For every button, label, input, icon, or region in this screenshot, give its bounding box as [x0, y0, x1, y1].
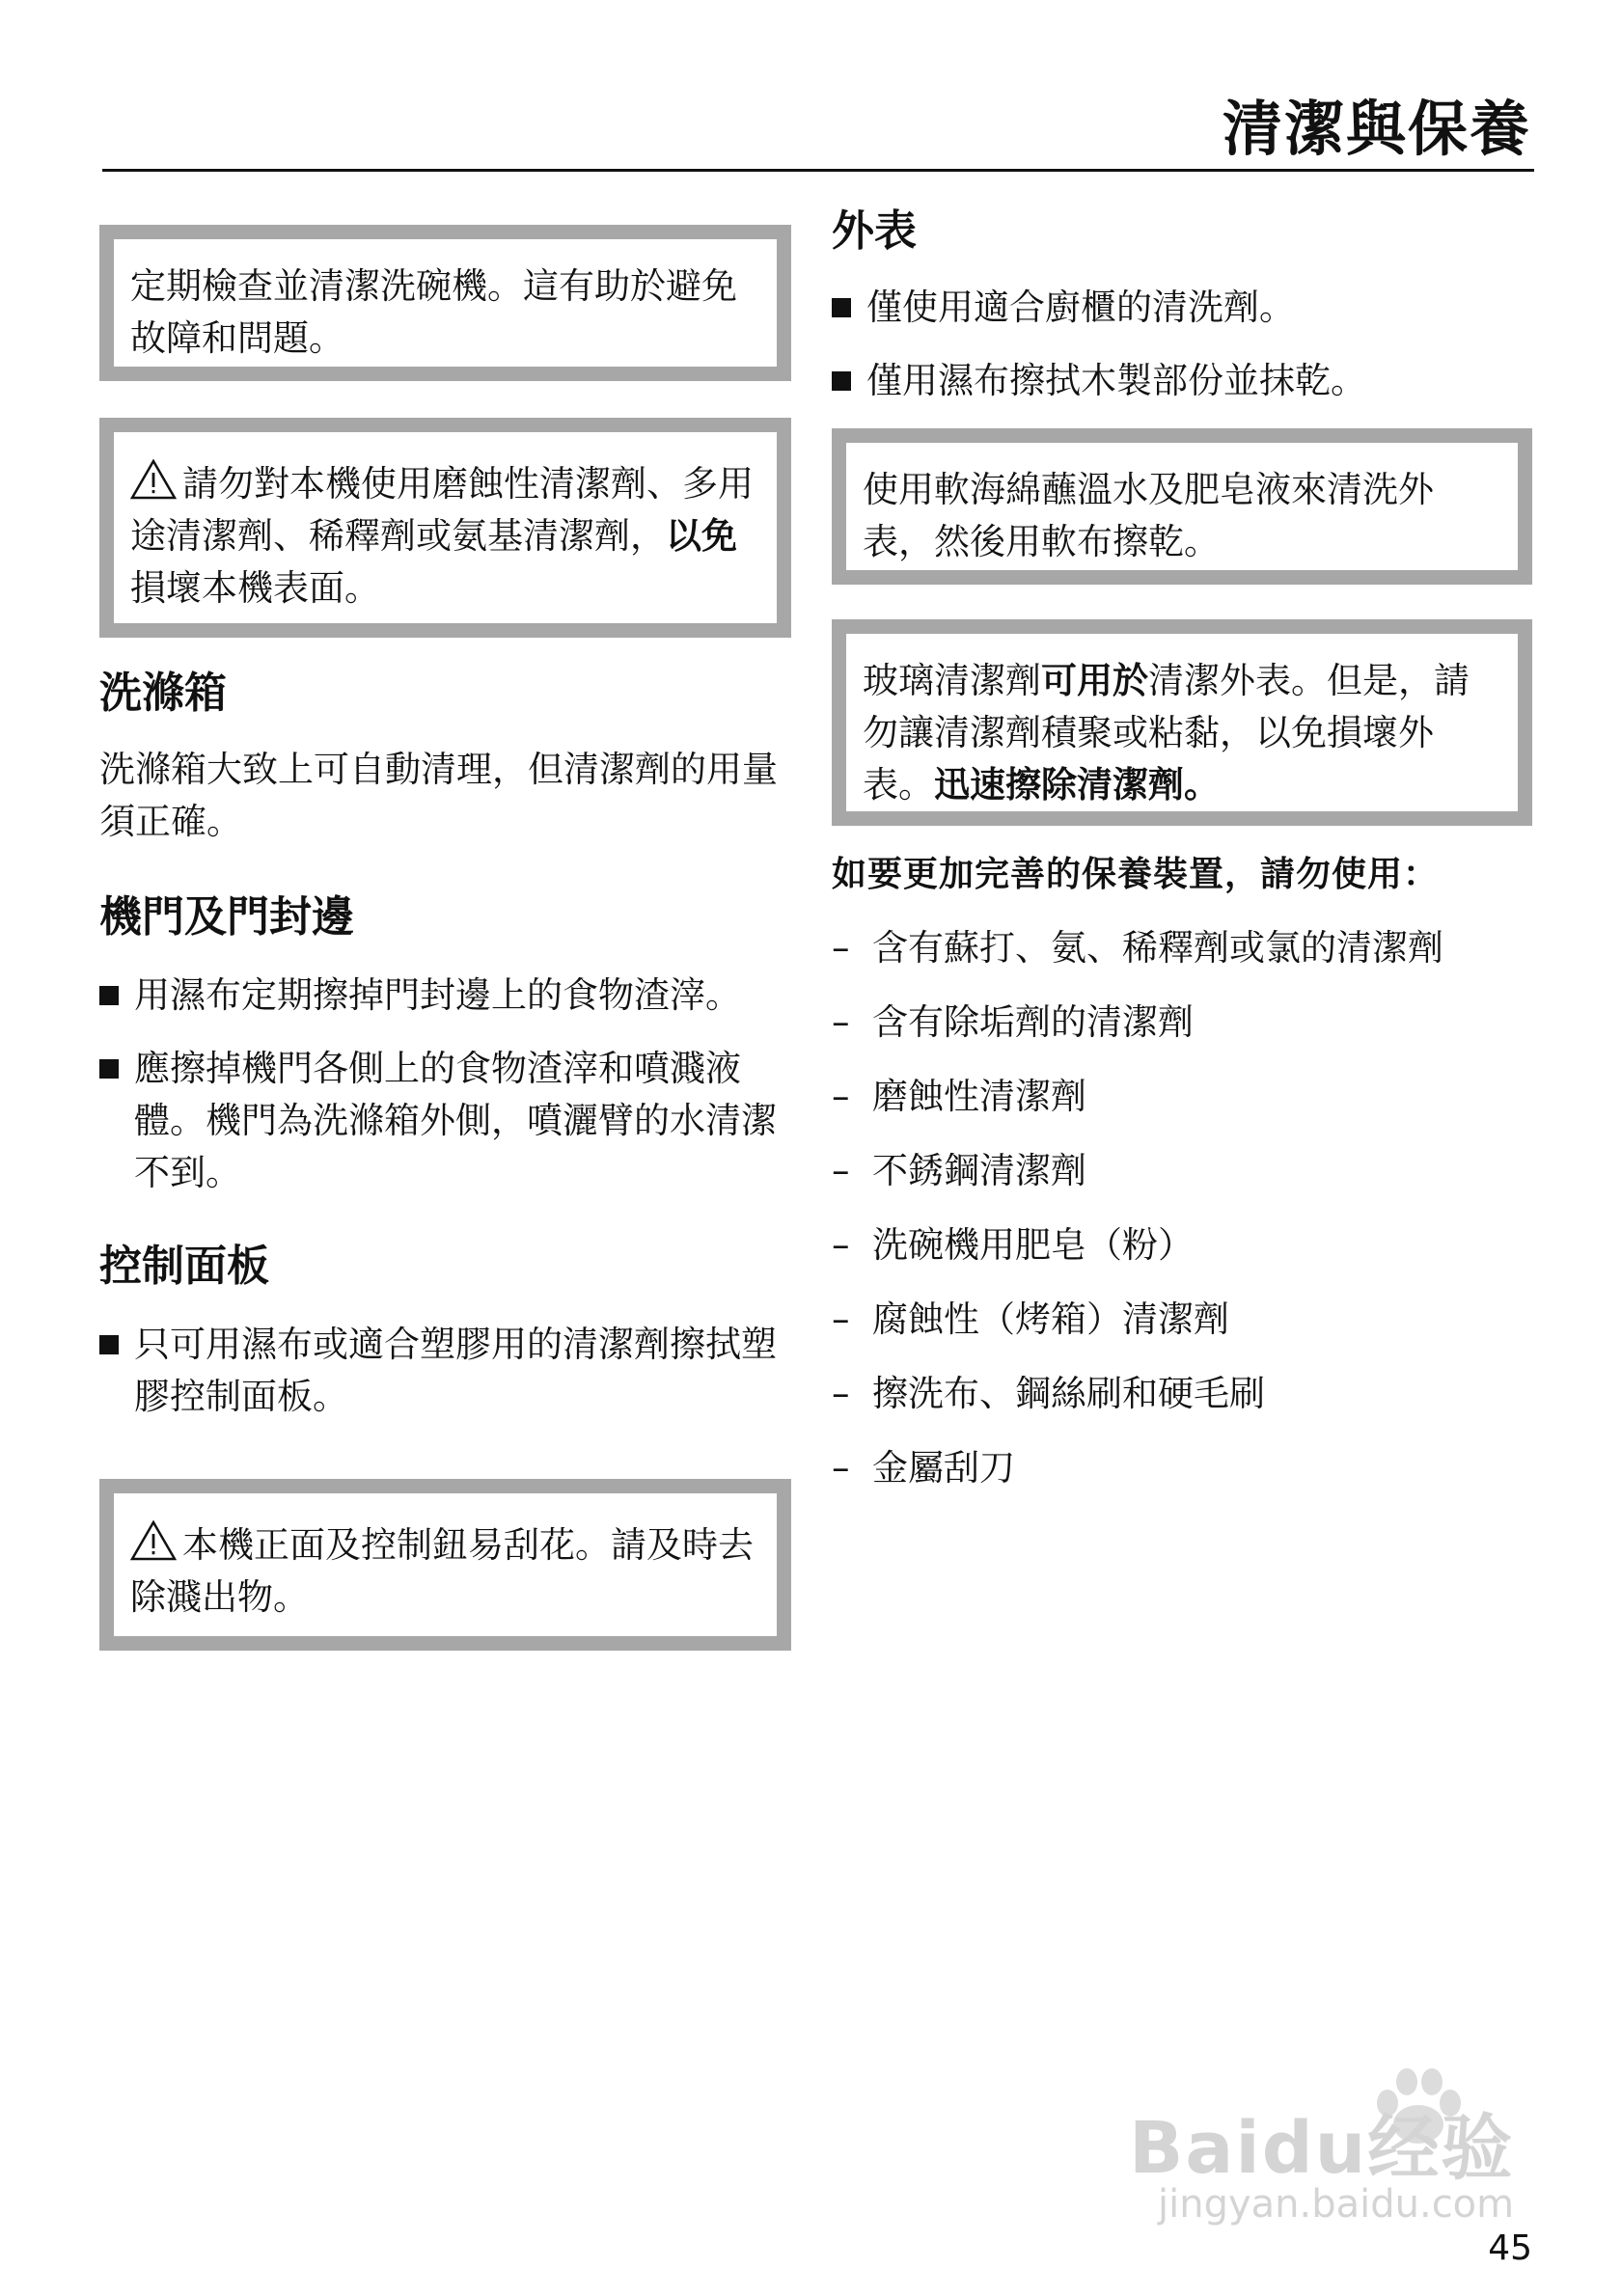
info-box-sponge [832, 428, 1532, 585]
left-column [99, 225, 791, 1651]
glass-text-bold: 可用於 [1041, 660, 1148, 701]
list-item-text: 僅使用適合廚櫃的清洗劑。 [866, 287, 1295, 328]
list-item-text: 洗碗機用肥皂（粉） [872, 1224, 1194, 1266]
list-item [99, 970, 791, 1022]
dash-bullet-icon: – [832, 927, 850, 969]
dash-bullet-icon: – [832, 1076, 850, 1117]
list-item-text: 金屬刮刀 [872, 1447, 1015, 1489]
list-item-text: 用濕布定期擦掉門封邊上的食物渣滓。 [134, 974, 741, 1016]
page-number: 45 [1488, 2228, 1532, 2268]
glass-text-bold-end: 迅速擦除清潔劑。 [934, 764, 1220, 806]
list-item [832, 1442, 1532, 1494]
dash-bullet-icon: – [832, 1447, 850, 1489]
list-item [832, 922, 1532, 974]
list-item-text: 磨蝕性清潔劑 [872, 1076, 1086, 1117]
title-rule [102, 169, 1534, 172]
heading-exterior: 外表 [832, 206, 917, 256]
list-item [99, 1043, 791, 1199]
watermark-text: Baidu经验 [1129, 2107, 1515, 2190]
list-item [832, 1071, 1532, 1123]
info-box-glass-cleaner [832, 619, 1532, 826]
list-item-text: 擦洗布、鋼絲刷和硬毛刷 [872, 1373, 1265, 1414]
do-not-use-list [832, 922, 1532, 1494]
dash-bullet-icon: – [832, 1298, 850, 1340]
do-not-use-heading: 如要更加完善的保養裝置，請勿使用： [832, 855, 1440, 894]
square-bullet-icon [832, 355, 866, 407]
list-item-text: 含有除垢劑的清潔劑 [872, 1001, 1194, 1043]
square-bullet-icon [99, 1319, 134, 1423]
warning-triangle-icon [130, 1520, 177, 1561]
list-item [832, 355, 1532, 407]
heading-door-seal: 機門及門封邊 [99, 892, 354, 942]
wash-cabinet-paragraph: 洗滌箱大致上可自動清理，但清潔劑的用量須正確。 [99, 749, 778, 842]
list-item-text: 只可用濕布或適合塑膠用的清潔劑擦拭塑膠控制面板。 [134, 1324, 777, 1417]
list-item-text: 腐蝕性（烤箱）清潔劑 [872, 1298, 1229, 1340]
warning-box-scratch [99, 1479, 791, 1651]
watermark-url: jingyan.baidu.com [1158, 2182, 1515, 2227]
glass-text-pre: 玻璃清潔劑 [863, 660, 1041, 701]
list-item-text: 含有蘇打、氨、稀釋劑或氯的清潔劑 [872, 927, 1443, 969]
list-item-text: 應擦掉機門各側上的食物渣滓和噴濺液體。機門為洗滌箱外側，噴灑臂的水清潔不到。 [134, 1048, 777, 1193]
dash-bullet-icon: – [832, 1001, 850, 1043]
square-bullet-icon [99, 1043, 134, 1199]
info-box-regular-check [99, 225, 791, 381]
warning-text-bold: 以免 [666, 515, 737, 557]
warning-box-abrasive [99, 418, 791, 638]
warning-text-pre: 請勿對本機使用磨蝕性清潔劑、多用途清潔劑、稀釋劑或氨基清潔劑， [130, 463, 754, 557]
warning-text: 本機正面及控制鈕易刮花。請及時去除濺出物。 [130, 1524, 754, 1618]
warning-triangle-icon [130, 459, 177, 500]
list-item [832, 1145, 1532, 1197]
dash-bullet-icon: – [832, 1224, 850, 1266]
list-item [832, 1294, 1532, 1346]
square-bullet-icon [99, 970, 134, 1022]
heading-control-panel: 控制面板 [99, 1242, 269, 1291]
right-column [832, 203, 1532, 1494]
list-item [832, 1368, 1532, 1420]
list-item [99, 1319, 791, 1423]
list-item [832, 282, 1532, 334]
list-item [832, 997, 1532, 1049]
square-bullet-icon [832, 282, 866, 334]
baidu-watermark [1129, 2064, 1553, 2227]
warning-text-post: 損壞本機表面。 [130, 567, 380, 609]
heading-wash-cabinet: 洗滌箱 [99, 669, 227, 718]
glass-text-mid: 清潔外表。但是，請勿讓清潔劑積聚或粘黏，以免損壞外表。 [863, 660, 1470, 806]
info-box-text: 使用軟海綿蘸溫水及肥皂液來清洗外表，然後用軟布擦乾。 [863, 469, 1434, 562]
list-item-text: 不銹鋼清潔劑 [872, 1150, 1086, 1191]
page-title: 清潔與保養 [1222, 94, 1531, 164]
list-item [832, 1219, 1532, 1271]
list-item-text: 僅用濕布擦拭木製部份並抹乾。 [866, 360, 1366, 401]
dash-bullet-icon: – [832, 1150, 850, 1191]
dash-bullet-icon: – [832, 1373, 850, 1414]
info-box-text: 定期檢查並清潔洗碗機。這有助於避免故障和問題。 [130, 265, 737, 359]
